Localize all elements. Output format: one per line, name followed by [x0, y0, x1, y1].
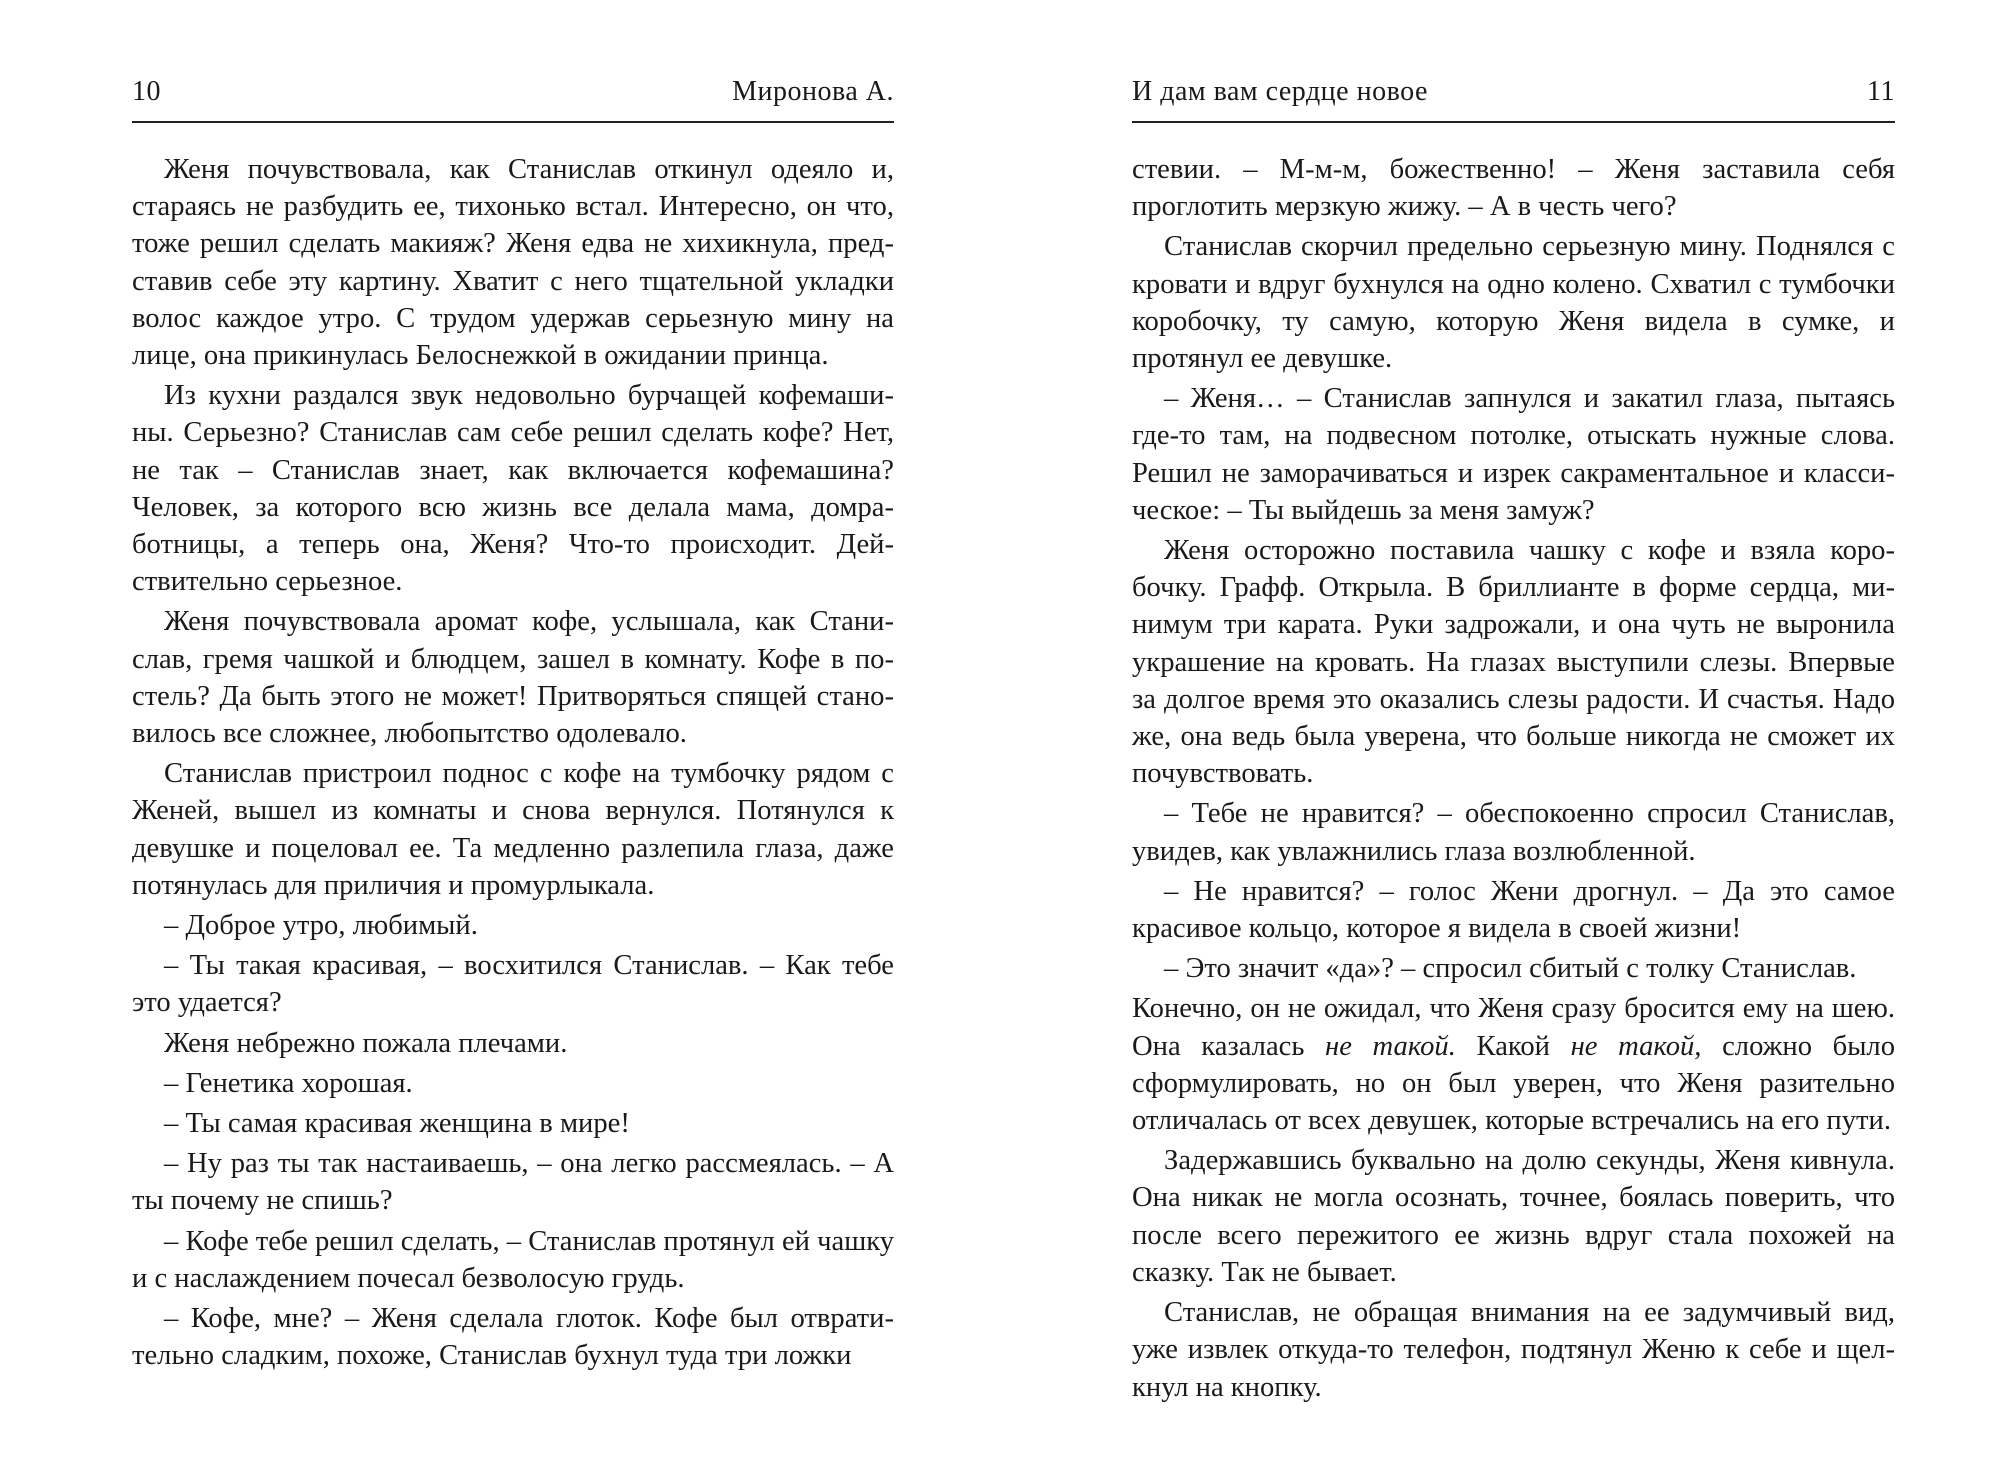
right-page	[1132, 0, 1895, 1470]
left-body-text	[132, 151, 894, 1378]
left-running-title: Миронова А.	[732, 76, 894, 107]
italic-run: не такой,	[1570, 1030, 1702, 1062]
text-run: сложно было сформулировать, но он был уверен, что Женя разительно отличалась от всех девушек, которые встречались на его пути.	[1132, 1030, 1895, 1137]
paragraph: – Ты самая красивая женщина в мире!	[164, 1108, 630, 1140]
paragraph: – Генетика хорошая.	[164, 1067, 413, 1099]
paragraph: Станислав, не обращая внимания на ее задумчивый вид, уже извлек откуда-то телефон, подтянул Женю к себе и щелкнул на кнопку.	[1132, 1297, 1895, 1403]
paragraph: – Не нравится? – голос Жени дрогнул. – Да это самое красивое кольцо, которое я видела в своей жизни!	[1132, 875, 1895, 945]
paragraph: – Кофе тебе решил сделать, – Станислав протянул ей чашку и с наслаждением почесал безволосую грудь.	[132, 1225, 894, 1294]
paragraph: – Ну раз ты так настаиваешь, – она легко рассмеялась. – А ты почему не спишь?	[132, 1148, 894, 1217]
left-header-rule	[132, 121, 894, 123]
continuation-paragraph: стевии. – М-м-м, божественно! – Женя заставила себя проглотить мерзкую жижу. – А в честь чего?	[1132, 154, 1895, 223]
text-run: Какой	[1455, 1030, 1571, 1062]
right-running-head	[1132, 76, 1895, 116]
left-page	[132, 0, 894, 1470]
left-page-number: 10	[132, 76, 161, 107]
right-header-rule	[1132, 121, 1895, 123]
paragraph: – Это значит «да»? – спросил сбитый с толку Станислав.	[1164, 953, 1857, 985]
paragraph: Женя почувствовала, как Станислав откинул одеяло и, стараясь не разбудить ее, тихонько встал. Интересно, он что, тоже решил сделать макияж? Женя едва не хихикнула, представив себе эту картину. Хватит с него тщательной укладки волос каждое утро. С трудом удержав серьезную мину на лице, она прикинулась Белоснежкой в ожидании принца.	[132, 154, 894, 372]
text-run: Конечно, он не ожидал, что Женя сразу бросится ему на шею. Она казалась	[1132, 993, 1895, 1062]
paragraph: – Доброе утро, любимый.	[164, 910, 478, 942]
paragraph: Женя небрежно пожала плечами.	[164, 1027, 568, 1059]
right-running-title: И дам вам сердце новое	[1132, 76, 1428, 107]
paragraph: – Женя… – Станислав запнулся и закатил глаза, пытаясь где-то там, на подвесном потолке, отыскать нужные слова. Решил не заморачиваться и изрек сакраментальное и классическое: – Ты выйдешь за меня замуж?	[1132, 383, 1895, 526]
italic-run: не такой.	[1325, 1030, 1456, 1062]
paragraph: Женя осторожно поставила чашку с кофе и взяла коробочку. Графф. Открыла. В бриллианте в форме сердца, минимум три карата. Руки задрожали, и она чуть не выронила украшение на кровать. На глазах выступили слезы. Впервые за долгое время это оказались слезы радости. И счастья. Надо же, она ведь была уверена, что больше никогда не сможет их почувствовать.	[1132, 535, 1895, 790]
left-running-head	[132, 76, 894, 116]
right-page-number: 11	[1867, 76, 1895, 107]
paragraph: Женя почувствовала аромат кофе, услышала, как Станислав, гремя чашкой и блюдцем, зашел в комнату. Кофе в постель? Да быть этого не может! Притворяться спящей становилось все сложнее, любопытство одолевало.	[132, 606, 894, 750]
paragraph-with-italics	[1132, 990, 1895, 1139]
paragraph: Станислав скорчил предельно серьезную мину. Поднялся с кровати и вдруг бухнулся на одно колено. Схватил с тумбочки коробочку, ту самую, которую Женя видела в сумке, и протянул ее девушке.	[1132, 231, 1895, 375]
right-body-text	[1132, 151, 1895, 1409]
paragraph: Из кухни раздался звук недовольно бурчащей кофемашины. Серьезно? Станислав сам себе решил сделать кофе? Нет, не так – Станислав знает, как включается кофемашина? Человек, за которого всю жизнь все делала мама, домработницы, а теперь она, Женя? Что-то происходит. Действительно серьезное.	[132, 380, 894, 598]
paragraph: Станислав пристроил поднос с кофе на тумбочку рядом с Женей, вышел из комнаты и снова вернулся. Потянулся к девушке и поцеловал ее. Та медленно разлепила глаза, даже потянулась для приличия и промурлыкала.	[132, 758, 894, 901]
paragraph: – Тебе не нравится? – обеспокоенно спросил Станислав, увидев, как увлажнились глаза возлюбленной.	[1132, 798, 1895, 867]
paragraph: – Кофе, мне? – Женя сделала глоток. Кофе был отвратительно сладким, похоже, Станислав бухнул туда три ложки	[132, 1303, 894, 1372]
paragraph: Задержавшись буквально на долю секунды, Женя кивнула. Она никак не могла осознать, точнее, боялась поверить, что после всего пережитого ее жизнь вдруг стала похожей на сказку. Так не бывает.	[1132, 1145, 1895, 1288]
paragraph: – Ты такая красивая, – восхитился Станислав. – Как тебе это удается?	[132, 950, 894, 1019]
